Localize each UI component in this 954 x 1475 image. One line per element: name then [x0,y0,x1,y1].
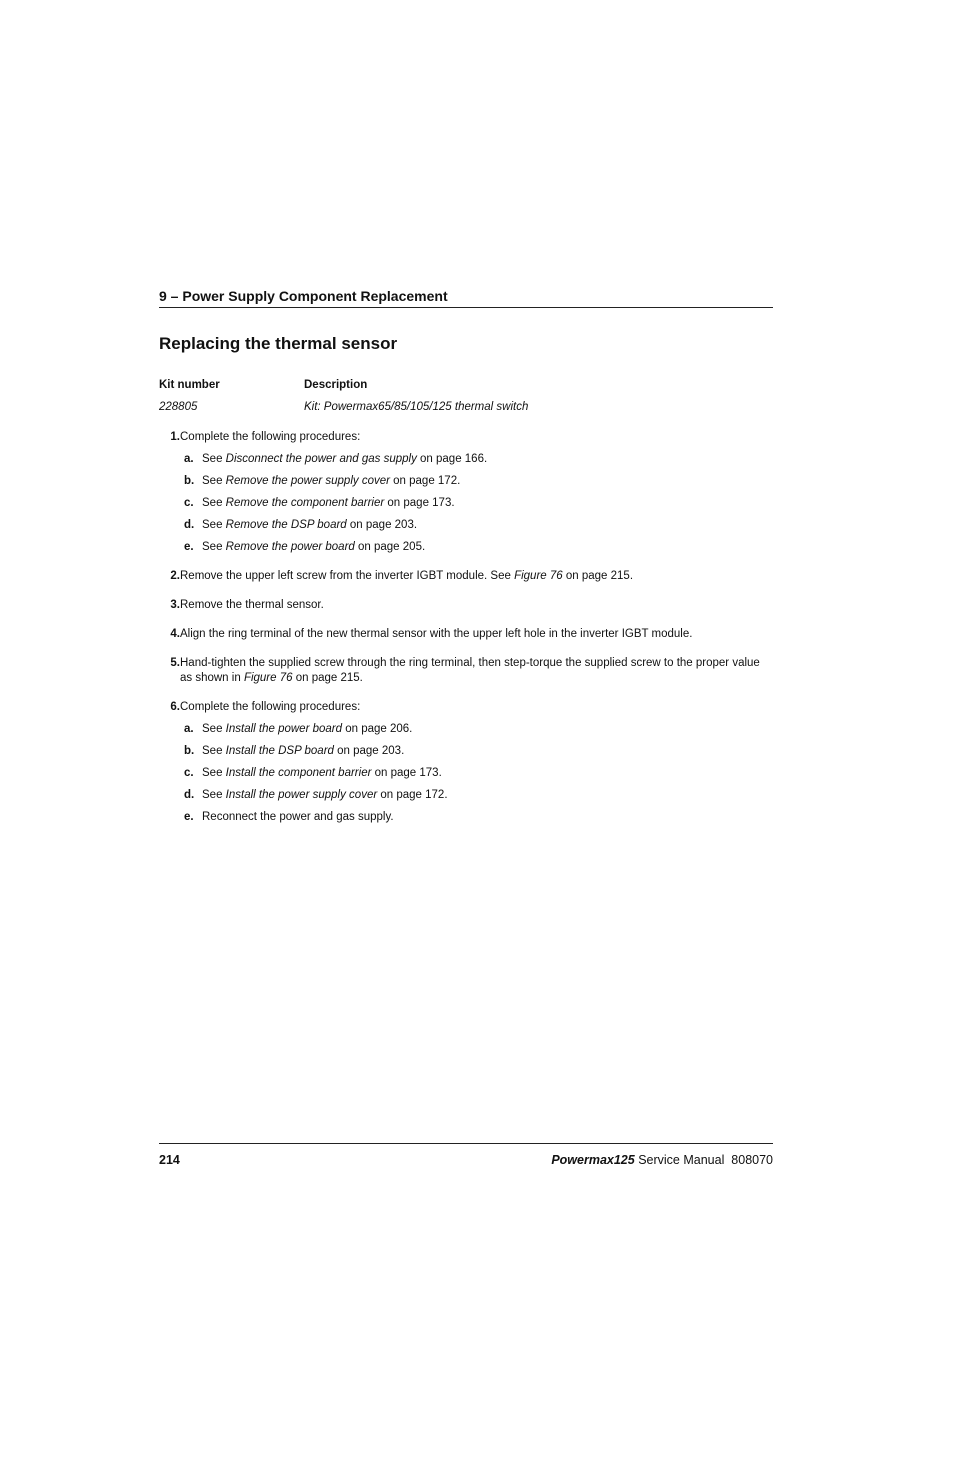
step-text: Hand-tighten the supplied screw through the ring terminal, then step-torque the supplied screw to the proper value as shown in [180,657,760,684]
brand-name: Powermax125 [551,1153,635,1167]
procedure-steps [159,430,773,839]
sub-text: See [202,767,226,779]
step-number: 4. [170,628,180,640]
sub-text: See [202,723,226,735]
kit-number-header: Kit number [159,379,220,391]
table-row [159,396,528,418]
sub-text: See [202,541,226,553]
page-footer [159,1143,773,1167]
list-item [180,474,773,489]
description-cell: Kit: Powermax65/85/105/125 thermal switch [304,401,529,413]
cross-reference-link[interactable]: Install the power board [225,723,343,735]
sub-letter: c. [184,497,194,509]
step-text: Align the ring terminal of the new thermal sensor with the upper left hole in the inverter IGBT module. [180,628,693,640]
sub-text: See [202,475,226,487]
list-item [180,722,773,737]
section-title: Replacing the thermal sensor [159,334,398,353]
list-item [180,810,773,825]
list-item [180,788,773,803]
cross-reference-link[interactable]: Remove the power board [225,541,355,553]
cross-reference-link[interactable]: Remove the power supply cover [225,475,390,487]
sub-letter: c. [184,767,194,779]
step-number: 2. [170,570,180,582]
list-item [180,452,773,467]
sub-letter: e. [184,541,194,553]
cross-reference-link[interactable]: Figure 76 [514,570,563,582]
step-3 [159,598,773,613]
sub-letter: d. [184,789,195,801]
kit-table-header [159,374,528,396]
step-2 [159,569,773,584]
sub-text: on page 173. [371,767,442,779]
manual-info: Service Manual 808070 [634,1153,773,1167]
list-item [180,496,773,511]
cross-reference-link[interactable]: Figure 76 [243,672,293,684]
manual-title [551,1153,773,1167]
sub-letter: a. [184,723,194,735]
sub-text: on page 206. [342,723,413,735]
list-item [180,540,773,555]
step-number: 3. [170,599,180,611]
sub-letter: d. [184,519,195,531]
step-text: on page 215. [292,672,363,684]
step-text: Complete the following procedures: [180,431,361,443]
cross-reference-link[interactable]: Remove the DSP board [225,519,347,531]
step-number: 5. [170,657,180,669]
sub-text: on page 172. [377,789,448,801]
step-number: 1. [170,431,180,443]
step-text: Complete the following procedures: [180,701,361,713]
step-1 [159,430,773,555]
list-item [180,744,773,759]
sub-text: on page 203. [333,745,405,757]
sub-text: on page 203. [346,519,418,531]
sub-letter: b. [184,745,195,757]
cross-reference-link[interactable]: Install the component barrier [225,767,372,779]
sub-letter: e. [184,811,194,823]
sub-text: See [202,789,226,801]
step-4 [159,627,773,642]
sub-text: See [202,497,226,509]
chapter-header: 9 – Power Supply Component Replacement [159,288,773,308]
step-6 [159,700,773,825]
step-number: 6. [170,701,180,713]
sub-text: See [202,519,226,531]
sub-letter: a. [184,453,194,465]
sub-text: Reconnect the power and gas supply. [202,811,394,823]
cross-reference-link[interactable]: Install the DSP board [225,745,334,757]
cross-reference-link[interactable]: Remove the component barrier [225,497,385,509]
sub-text: on page 172. [389,475,461,487]
step-text: on page 215. [562,570,634,582]
cross-reference-link[interactable]: Disconnect the power and gas supply [225,453,417,465]
step-5 [159,656,773,686]
sub-text: on page 173. [384,497,455,509]
kit-table [159,374,528,418]
sub-text: on page 166. [416,453,488,465]
sub-text: on page 205. [354,541,426,553]
step-text: Remove the upper left screw from the inverter IGBT module. See [180,570,515,582]
list-item [180,766,773,781]
description-header: Description [304,379,368,391]
sub-text: See [202,745,226,757]
sub-text: See [202,453,226,465]
list-item [180,518,773,533]
sub-letter: b. [184,475,195,487]
cross-reference-link[interactable]: Install the power supply cover [225,789,378,801]
page-number: 214 [159,1153,180,1167]
step-text: Remove the thermal sensor. [180,599,324,611]
kit-number-cell: 228805 [159,401,198,413]
